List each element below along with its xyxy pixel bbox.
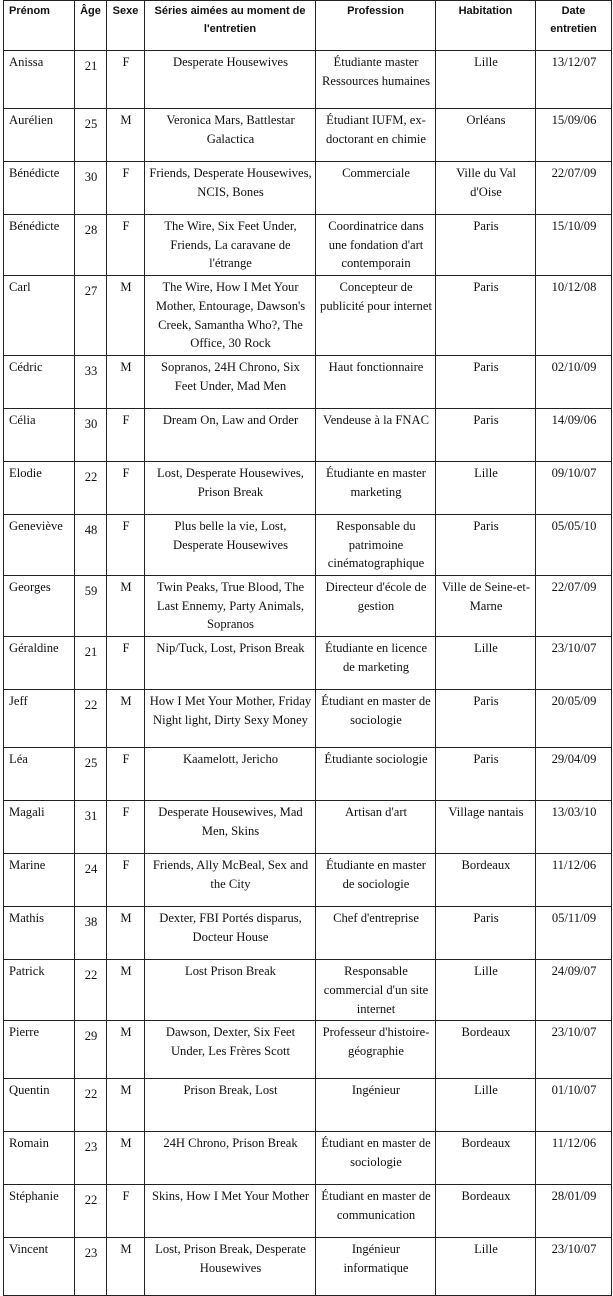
- cell-age: 23: [75, 1132, 107, 1185]
- cell-series: Prison Break, Lost: [145, 1079, 316, 1132]
- cell-prenom: Bénédicte: [4, 162, 75, 215]
- cell-prenom: Pierre: [4, 1021, 75, 1079]
- cell-profession: Ingénieur informatique: [316, 1238, 436, 1296]
- cell-series: Kaamelott, Jericho: [145, 748, 316, 801]
- cell-age: 22: [75, 1185, 107, 1238]
- cell-prenom: Vincent: [4, 1238, 75, 1296]
- cell-age: 22: [75, 960, 107, 1021]
- cell-sexe: F: [107, 637, 145, 690]
- cell-habitation: Orléans: [436, 109, 536, 162]
- cell-sexe: M: [107, 276, 145, 356]
- cell-age: 22: [75, 1079, 107, 1132]
- cell-habitation: Paris: [436, 276, 536, 356]
- cell-habitation: Paris: [436, 748, 536, 801]
- cell-profession: Étudiante en master marketing: [316, 461, 436, 514]
- cell-habitation: Paris: [436, 215, 536, 276]
- table-row: [4, 1185, 612, 1238]
- cell-prenom: Célia: [4, 408, 75, 461]
- cell-age: 24: [75, 854, 107, 907]
- cell-series: Lost, Desperate Housewives, Prison Break: [145, 461, 316, 514]
- cell-age: 30: [75, 162, 107, 215]
- cell-date: 23/10/07: [536, 1238, 612, 1296]
- cell-date: 20/05/09: [536, 690, 612, 748]
- cell-series: Desperate Housewives: [145, 51, 316, 109]
- table-row: [4, 690, 612, 748]
- header-date: Date entretien: [536, 1, 612, 51]
- cell-habitation: Lille: [436, 461, 536, 514]
- table-row: [4, 801, 612, 854]
- cell-age: 25: [75, 748, 107, 801]
- cell-sexe: F: [107, 215, 145, 276]
- cell-prenom: Anissa: [4, 51, 75, 109]
- cell-profession: Coordinatrice dans une fondation d'art contemporain: [316, 215, 436, 276]
- cell-prenom: Patrick: [4, 960, 75, 1021]
- cell-date: 15/10/09: [536, 215, 612, 276]
- cell-age: 21: [75, 51, 107, 109]
- cell-series: Nip/Tuck, Lost, Prison Break: [145, 637, 316, 690]
- cell-sexe: M: [107, 690, 145, 748]
- cell-age: 31: [75, 801, 107, 854]
- cell-series: Dawson, Dexter, Six Feet Under, Les Frères Scott: [145, 1021, 316, 1079]
- cell-habitation: Ville de Seine-et-Marne: [436, 576, 536, 637]
- cell-series: Twin Peaks, True Blood, The Last Ennemy, Party Animals, Sopranos: [145, 576, 316, 637]
- cell-series: Dexter, FBI Portés disparus, Docteur House: [145, 907, 316, 960]
- cell-sexe: M: [107, 1021, 145, 1079]
- cell-habitation: Paris: [436, 355, 536, 408]
- table-row: [4, 109, 612, 162]
- cell-age: 33: [75, 355, 107, 408]
- cell-profession: Étudiant en master de communication: [316, 1185, 436, 1238]
- cell-date: 13/12/07: [536, 51, 612, 109]
- table-row: [4, 854, 612, 907]
- cell-series: Skins, How I Met Your Mother: [145, 1185, 316, 1238]
- header-habitation: Habitation: [436, 1, 536, 51]
- cell-prenom: Elodie: [4, 461, 75, 514]
- table-row: [4, 637, 612, 690]
- header-age: Âge: [75, 1, 107, 51]
- table-row: [4, 215, 612, 276]
- cell-sexe: F: [107, 514, 145, 575]
- cell-prenom: Romain: [4, 1132, 75, 1185]
- cell-prenom: Magali: [4, 801, 75, 854]
- table-row: [4, 355, 612, 408]
- cell-sexe: F: [107, 854, 145, 907]
- cell-sexe: F: [107, 1185, 145, 1238]
- cell-series: How I Met Your Mother, Friday Night light, Dirty Sexy Money: [145, 690, 316, 748]
- cell-series: Plus belle la vie, Lost, Desperate Housewives: [145, 514, 316, 575]
- cell-profession: Professeur d'histoire-géographie: [316, 1021, 436, 1079]
- cell-sexe: M: [107, 907, 145, 960]
- cell-habitation: Lille: [436, 51, 536, 109]
- cell-sexe: M: [107, 960, 145, 1021]
- cell-date: 23/10/07: [536, 1021, 612, 1079]
- cell-profession: Étudiante master Ressources humaines: [316, 51, 436, 109]
- cell-series: Veronica Mars, Battlestar Galactica: [145, 109, 316, 162]
- cell-profession: Commerciale: [316, 162, 436, 215]
- cell-age: 28: [75, 215, 107, 276]
- cell-habitation: Paris: [436, 514, 536, 575]
- table-row: [4, 276, 612, 356]
- cell-series: Lost, Prison Break, Desperate Housewives: [145, 1238, 316, 1296]
- table-row: [4, 461, 612, 514]
- header-prenom: Prénom: [4, 1, 75, 51]
- cell-profession: Concepteur de publicité pour internet: [316, 276, 436, 356]
- cell-date: 13/03/10: [536, 801, 612, 854]
- cell-age: 22: [75, 461, 107, 514]
- cell-date: 09/10/07: [536, 461, 612, 514]
- table-row: [4, 408, 612, 461]
- cell-date: 24/09/07: [536, 960, 612, 1021]
- cell-profession: Directeur d'école de gestion: [316, 576, 436, 637]
- cell-series: Sopranos, 24H Chrono, Six Feet Under, Mad Men: [145, 355, 316, 408]
- cell-sexe: M: [107, 109, 145, 162]
- cell-habitation: Bordeaux: [436, 1132, 536, 1185]
- cell-series: The Wire, Six Feet Under, Friends, La caravane de l'étrange: [145, 215, 316, 276]
- cell-habitation: Lille: [436, 637, 536, 690]
- cell-age: 21: [75, 637, 107, 690]
- cell-series: Dream On, Law and Order: [145, 408, 316, 461]
- cell-date: 29/04/09: [536, 748, 612, 801]
- cell-profession: Chef d'entreprise: [316, 907, 436, 960]
- cell-prenom: Mathis: [4, 907, 75, 960]
- cell-date: 11/12/06: [536, 1132, 612, 1185]
- cell-sexe: F: [107, 408, 145, 461]
- cell-profession: Artisan d'art: [316, 801, 436, 854]
- cell-date: 11/12/06: [536, 854, 612, 907]
- header-series: Séries aimées au moment de l'entretien: [145, 1, 316, 51]
- table-row: [4, 1079, 612, 1132]
- table-row: [4, 1021, 612, 1079]
- table-row: [4, 748, 612, 801]
- header-sexe: Sexe: [107, 1, 145, 51]
- table-row: [4, 514, 612, 575]
- table-row: [4, 51, 612, 109]
- table-row: [4, 1238, 612, 1296]
- cell-age: 27: [75, 276, 107, 356]
- cell-prenom: Aurélien: [4, 109, 75, 162]
- table-row: [4, 960, 612, 1021]
- cell-date: 05/05/10: [536, 514, 612, 575]
- cell-profession: Responsable commercial d'un site internet: [316, 960, 436, 1021]
- cell-profession: Haut fonctionnaire: [316, 355, 436, 408]
- cell-prenom: Bénédicte: [4, 215, 75, 276]
- cell-date: 01/10/07: [536, 1079, 612, 1132]
- header-profession: Profession: [316, 1, 436, 51]
- cell-age: 23: [75, 1238, 107, 1296]
- cell-habitation: Lille: [436, 1079, 536, 1132]
- cell-sexe: F: [107, 162, 145, 215]
- cell-age: 30: [75, 408, 107, 461]
- cell-sexe: F: [107, 801, 145, 854]
- cell-series: Friends, Desperate Housewives, NCIS, Bones: [145, 162, 316, 215]
- cell-profession: Vendeuse à la FNAC: [316, 408, 436, 461]
- cell-date: 15/09/06: [536, 109, 612, 162]
- cell-date: 28/01/09: [536, 1185, 612, 1238]
- cell-age: 22: [75, 690, 107, 748]
- cell-habitation: Lille: [436, 960, 536, 1021]
- cell-sexe: M: [107, 1132, 145, 1185]
- cell-sexe: F: [107, 748, 145, 801]
- cell-date: 10/12/08: [536, 276, 612, 356]
- cell-sexe: M: [107, 1079, 145, 1132]
- cell-profession: Responsable du patrimoine cinématographique: [316, 514, 436, 575]
- cell-prenom: Marine: [4, 854, 75, 907]
- cell-prenom: Quentin: [4, 1079, 75, 1132]
- cell-profession: Étudiante sociologie: [316, 748, 436, 801]
- cell-prenom: Cédric: [4, 355, 75, 408]
- cell-habitation: Lille: [436, 1238, 536, 1296]
- cell-prenom: Jeff: [4, 690, 75, 748]
- cell-habitation: Bordeaux: [436, 1185, 536, 1238]
- table-row: [4, 1132, 612, 1185]
- table-row: [4, 576, 612, 637]
- cell-age: 25: [75, 109, 107, 162]
- interview-table: [3, 0, 612, 1296]
- cell-age: 38: [75, 907, 107, 960]
- cell-habitation: Paris: [436, 408, 536, 461]
- cell-date: 22/07/09: [536, 162, 612, 215]
- cell-prenom: Stéphanie: [4, 1185, 75, 1238]
- cell-sexe: F: [107, 461, 145, 514]
- cell-date: 23/10/07: [536, 637, 612, 690]
- cell-date: 02/10/09: [536, 355, 612, 408]
- cell-series: Friends, Ally McBeal, Sex and the City: [145, 854, 316, 907]
- cell-habitation: Ville du Val d'Oise: [436, 162, 536, 215]
- cell-sexe: F: [107, 51, 145, 109]
- cell-age: 59: [75, 576, 107, 637]
- cell-series: Lost Prison Break: [145, 960, 316, 1021]
- cell-sexe: M: [107, 1238, 145, 1296]
- cell-date: 14/09/06: [536, 408, 612, 461]
- cell-sexe: M: [107, 576, 145, 637]
- cell-prenom: Georges: [4, 576, 75, 637]
- cell-profession: Étudiante en licence de marketing: [316, 637, 436, 690]
- cell-date: 22/07/09: [536, 576, 612, 637]
- cell-profession: Ingénieur: [316, 1079, 436, 1132]
- cell-date: 05/11/09: [536, 907, 612, 960]
- cell-prenom: Geneviève: [4, 514, 75, 575]
- cell-prenom: Géraldine: [4, 637, 75, 690]
- table-row: [4, 162, 612, 215]
- cell-age: 48: [75, 514, 107, 575]
- cell-habitation: Village nantais: [436, 801, 536, 854]
- cell-series: 24H Chrono, Prison Break: [145, 1132, 316, 1185]
- cell-habitation: Paris: [436, 907, 536, 960]
- header-row: [4, 1, 612, 51]
- cell-series: Desperate Housewives, Mad Men, Skins: [145, 801, 316, 854]
- cell-series: The Wire, How I Met Your Mother, Entourage, Dawson's Creek, Samantha Who?, The Office, 30 Rock: [145, 276, 316, 356]
- cell-habitation: Paris: [436, 690, 536, 748]
- cell-prenom: Léa: [4, 748, 75, 801]
- cell-profession: Étudiant en master de sociologie: [316, 690, 436, 748]
- cell-age: 29: [75, 1021, 107, 1079]
- cell-profession: Étudiant IUFM, ex-doctorant en chimie: [316, 109, 436, 162]
- cell-habitation: Bordeaux: [436, 1021, 536, 1079]
- cell-profession: Étudiante en master de sociologie: [316, 854, 436, 907]
- cell-profession: Étudiant en master de sociologie: [316, 1132, 436, 1185]
- cell-sexe: M: [107, 355, 145, 408]
- cell-habitation: Bordeaux: [436, 854, 536, 907]
- table-row: [4, 907, 612, 960]
- cell-prenom: Carl: [4, 276, 75, 356]
